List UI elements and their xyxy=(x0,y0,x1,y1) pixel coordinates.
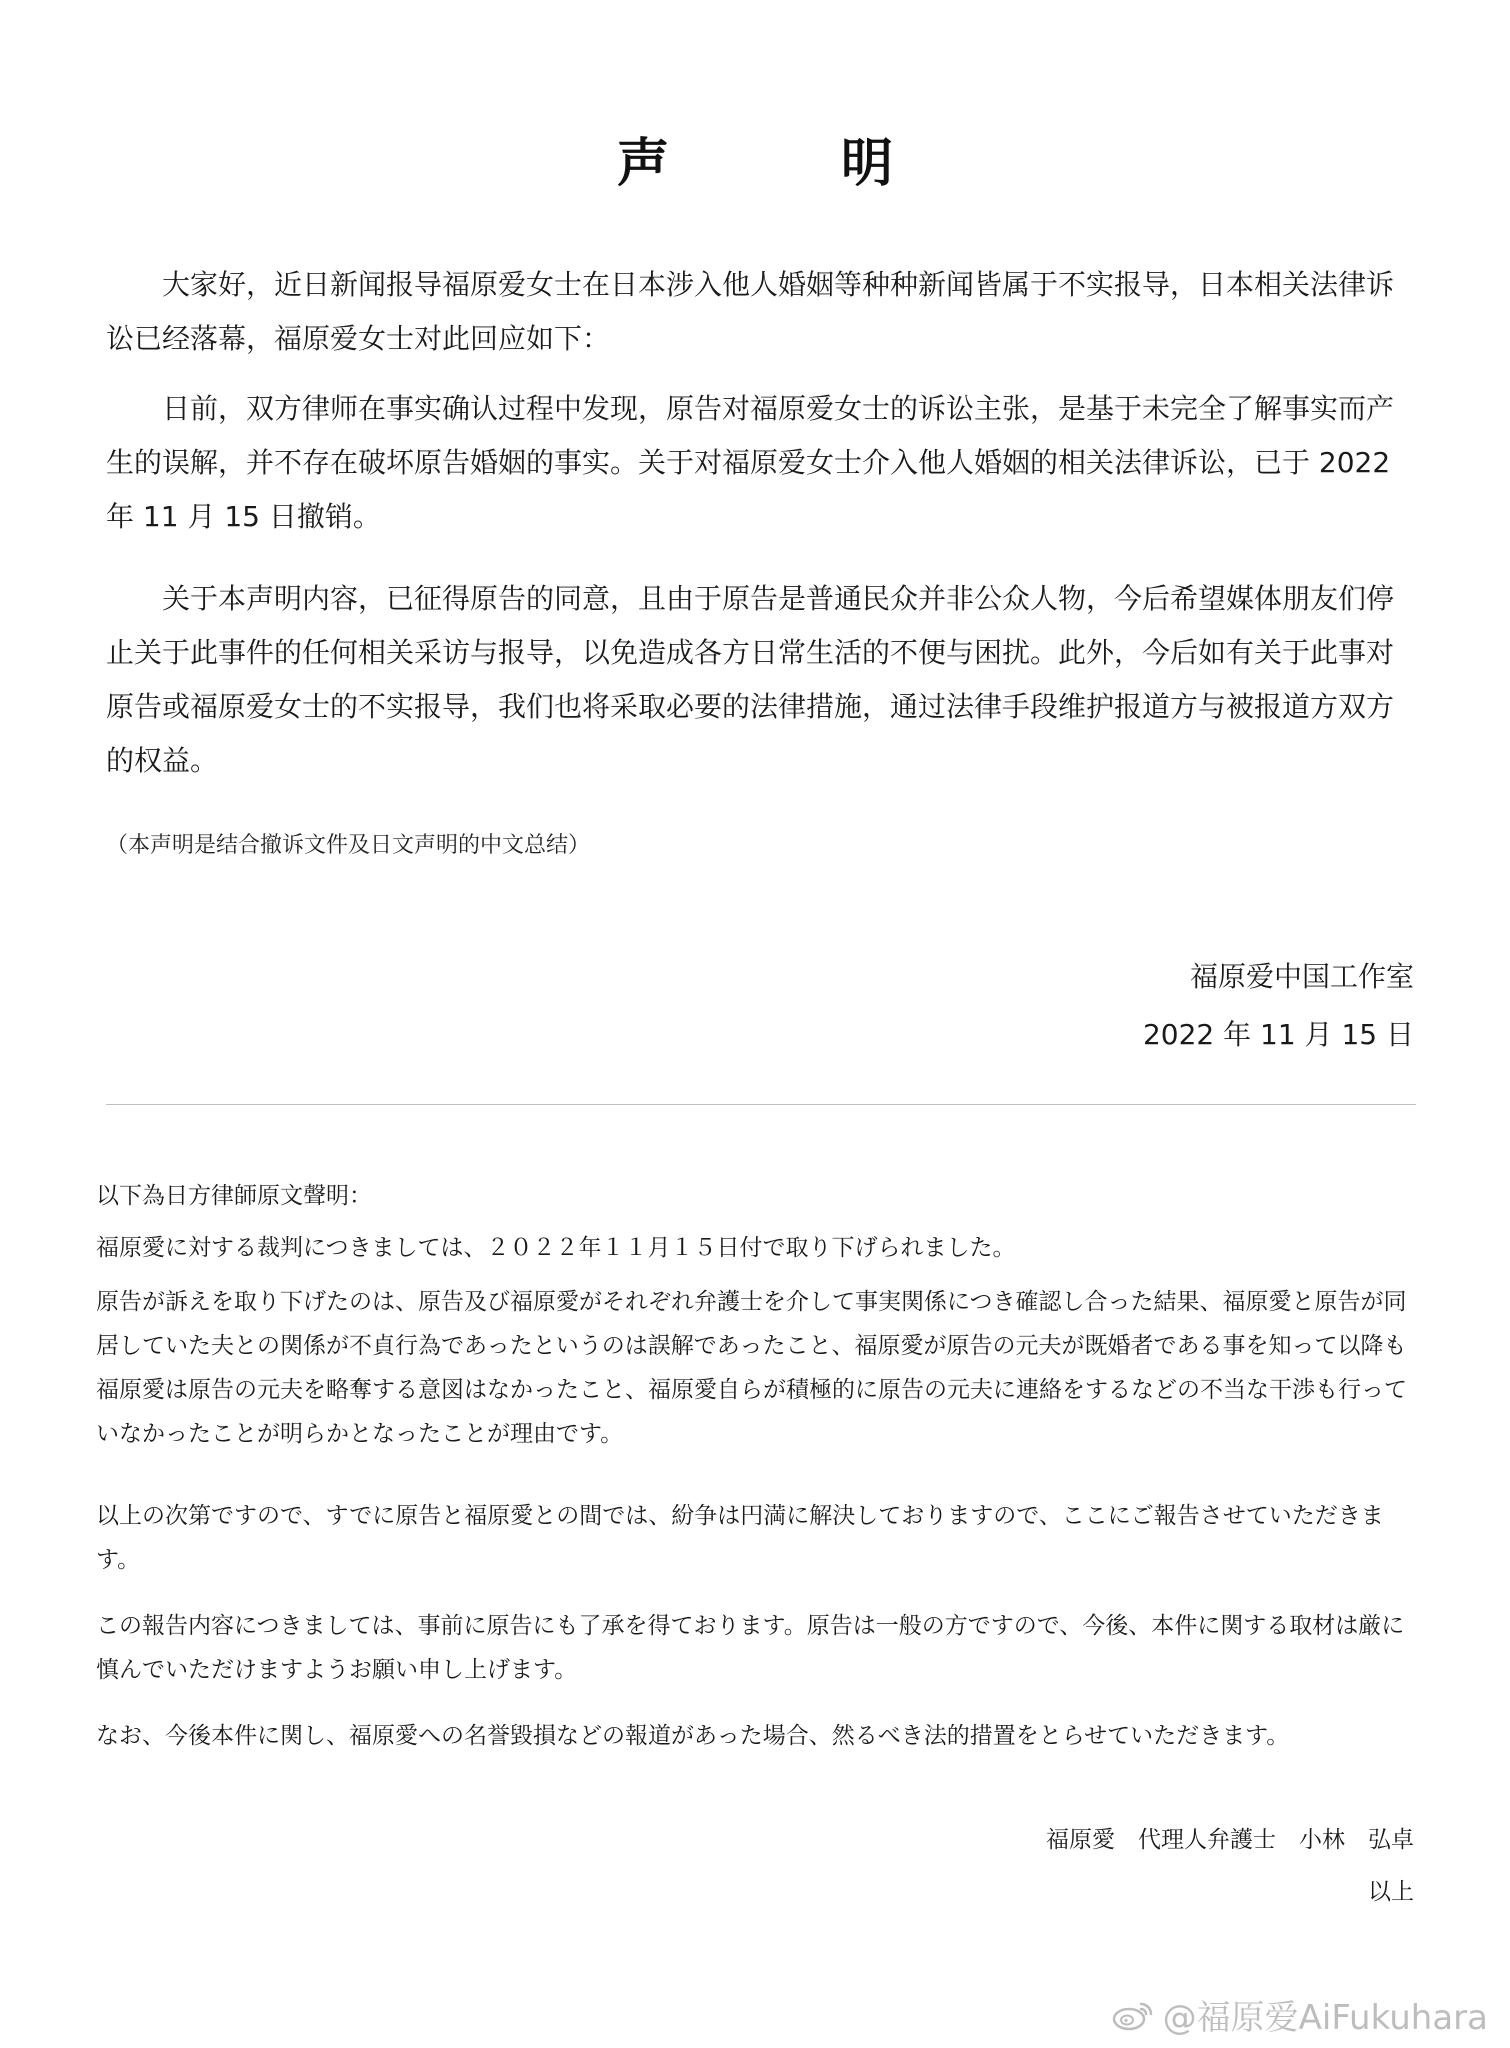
cn-paragraph-2 xyxy=(106,382,1416,544)
jp-paragraph-1-text: 福原愛に対する裁判につきましては、２０２２年１１月１５日付で取り下げられました。 xyxy=(96,1235,1016,1261)
section-divider xyxy=(106,1104,1416,1105)
cn-signature-date: 2022 年 11 月 15 日 xyxy=(1142,1018,1414,1051)
jp-paragraph-3 xyxy=(96,1494,1426,1582)
jp-signature: 福原愛 代理人弁護士 小林 弘卓 xyxy=(1046,1827,1414,1853)
cn-paragraph-3-text: 关于本声明内容，已征得原告的同意，且由于原告是普通民众并非公众人物，今后希望媒体朋友们停止关于此事件的任何相关采访与报导，以免造成各方日常生活的不便与困扰。此外，今后如有关于此事对原告或福原爱女士的不实报导，我们也将采取必要的法律措施，通过法律手段维护报道方与被报道方双方的权益。 xyxy=(106,582,1395,777)
jp-paragraph-2 xyxy=(96,1280,1426,1456)
jp-heading-text: 以下為日方律師原文聲明： xyxy=(96,1183,372,1209)
weibo-icon xyxy=(1111,1998,1155,2032)
jp-paragraph-5 xyxy=(96,1714,1426,1758)
jp-paragraph-3-text: 以上の次第ですので、すでに原告と福原愛との間では、紛争は円満に解決しておりますので、ここにご報告させていただきます。 xyxy=(96,1503,1384,1573)
page-title: 声 明 xyxy=(616,134,953,194)
cn-paragraph-3 xyxy=(106,572,1416,788)
jp-paragraph-4-text: この報告内容につきましては、事前に原告にも了承を得ております。原告は一般の方ですので、今後、本件に関する取材は厳に慎んでいただけますようお願い申し上げます。 xyxy=(96,1613,1405,1683)
jp-paragraph-2-text: 原告が訴えを取り下げたのは、原告及び福原愛がそれぞれ弁護士を介して事実関係につき確認し合った結果、福原愛と原告が同居していた夫との関係が不貞行為であったというのは誤解であったこと、福原愛が原告の元夫が既婚者である事を知って以降も福原愛は原告の元夫を略奪する意図はなかったこと、福原愛自らが積極的に原告の元夫に連絡をするなどの不当な干渉も行っていなかったことが明らかとなったことが理由です。 xyxy=(96,1289,1407,1447)
cn-paragraph-1 xyxy=(106,258,1416,366)
cn-signature-name: 福原爱中国工作室 xyxy=(1189,960,1414,993)
cn-paragraph-1-text: 大家好，近日新闻报导福原爱女士在日本涉入他人婚姻等种种新闻皆属于不实报导，日本相关法律诉讼已经落幕，福原爱女士对此回应如下： xyxy=(106,268,1395,355)
summary-note: （本声明是结合撤诉文件及日文声明的中文总结） xyxy=(106,833,591,858)
cn-paragraph-2-text: 日前，双方律师在事实确认过程中发现，原告对福原爱女士的诉讼主张，是基于未完全了解事实而产生的误解，并不存在破坏原告婚姻的事实。关于对福原爱女士介入他人婚姻的相关法律诉讼，已于 2022 年 11 月 15 日撤销。 xyxy=(106,392,1395,533)
jp-paragraph-5-text: なお、今後本件に関し、福原愛への名誉毀損などの報道があった場合、然るべき法的措置をとらせていただきます。 xyxy=(96,1723,1290,1749)
jp-section-heading xyxy=(96,1174,1426,1218)
jp-paragraph-4 xyxy=(96,1604,1426,1692)
watermark-text: @福原爱AiFukuhara xyxy=(1162,1998,1488,2038)
jp-closing: 以上 xyxy=(1368,1879,1414,1905)
weibo-watermark xyxy=(1111,1990,1488,2039)
jp-paragraph-1 xyxy=(96,1226,1426,1270)
